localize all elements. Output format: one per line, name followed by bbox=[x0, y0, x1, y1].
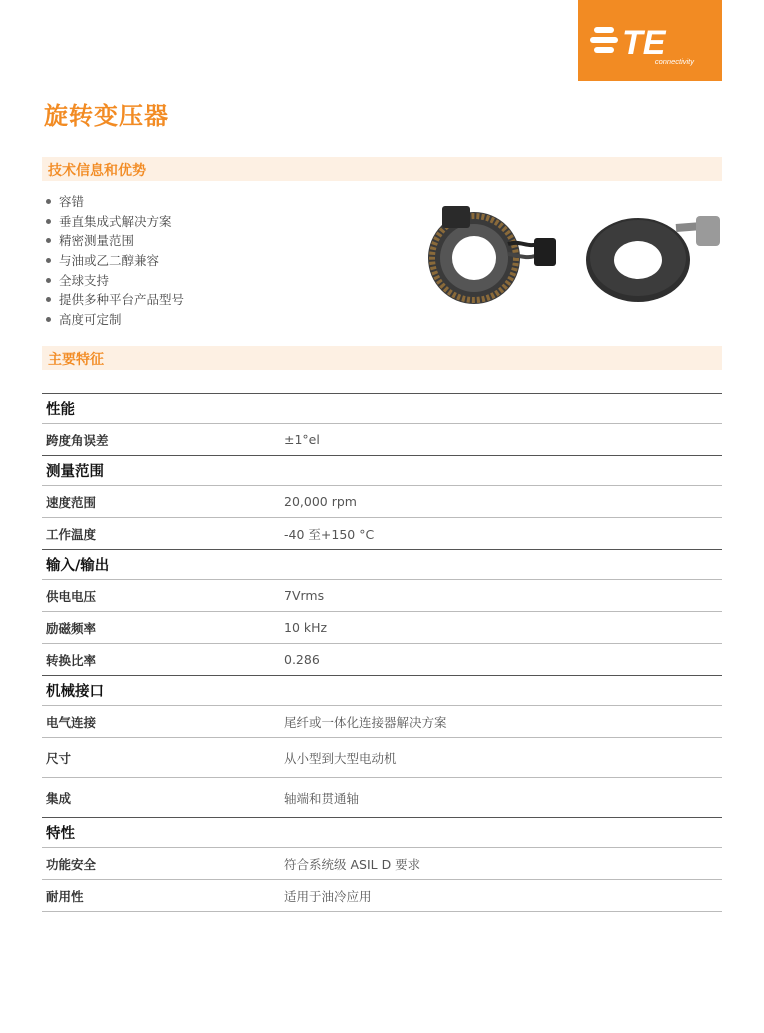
spec-row bbox=[42, 486, 722, 518]
spec-row bbox=[42, 644, 722, 676]
benefit-item: 容错 bbox=[46, 192, 184, 212]
benefit-item: 精密测量范围 bbox=[46, 231, 184, 251]
spec-label: 集成 bbox=[42, 778, 280, 818]
benefit-item: 高度可定制 bbox=[46, 310, 184, 330]
resolver-stator-image bbox=[428, 206, 556, 304]
spec-value: 尾纤或一体化连接器解决方案 bbox=[280, 706, 722, 738]
spec-value: 适用于油冷应用 bbox=[280, 880, 722, 912]
group-measurement bbox=[42, 456, 722, 486]
spec-row bbox=[42, 612, 722, 644]
spec-value: -40 至+150 °C bbox=[280, 518, 722, 550]
spec-row bbox=[42, 848, 722, 880]
resolver-rotor-image bbox=[586, 216, 720, 302]
spec-value: 从小型到大型电动机 bbox=[280, 738, 722, 778]
group-heading: 机械接口 bbox=[42, 676, 722, 706]
group-heading: 性能 bbox=[42, 394, 722, 424]
benefit-item: 与油或乙二醇兼容 bbox=[46, 251, 184, 271]
spec-label: 供电电压 bbox=[42, 580, 280, 612]
group-io bbox=[42, 550, 722, 580]
te-logo bbox=[578, 0, 722, 81]
spec-row bbox=[42, 778, 722, 818]
benefit-item: 全球支持 bbox=[46, 271, 184, 291]
benefit-item: 提供多种平台产品型号 bbox=[46, 290, 184, 310]
spec-value: 10 kHz bbox=[280, 612, 722, 644]
logo-subtext: connectivity bbox=[654, 57, 694, 66]
spec-row bbox=[42, 424, 722, 456]
section-benefits-title: 技术信息和优势 bbox=[48, 163, 146, 179]
spec-label: 耐用性 bbox=[42, 880, 280, 912]
benefit-item: 垂直集成式解决方案 bbox=[46, 212, 184, 232]
spec-value: 符合系统级 ASIL D 要求 bbox=[280, 848, 722, 880]
spec-row bbox=[42, 518, 722, 550]
spec-row bbox=[42, 738, 722, 778]
spec-label: 功能安全 bbox=[42, 848, 280, 880]
spec-value: 0.286 bbox=[280, 644, 722, 676]
spec-label: 速度范围 bbox=[42, 486, 280, 518]
spec-value: 7Vrms bbox=[280, 580, 722, 612]
logo-text: TE bbox=[622, 24, 666, 62]
spec-table bbox=[42, 393, 722, 912]
group-heading: 测量范围 bbox=[42, 456, 722, 486]
group-characteristics bbox=[42, 818, 722, 848]
spec-label: 尺寸 bbox=[42, 738, 280, 778]
section-benefits bbox=[42, 157, 722, 181]
spec-label: 转换比率 bbox=[42, 644, 280, 676]
spec-row bbox=[42, 580, 722, 612]
page-title: 旋转变压器 bbox=[44, 102, 169, 130]
product-images bbox=[420, 200, 722, 316]
spec-label: 跨度角误差 bbox=[42, 424, 280, 456]
spec-value: 20,000 rpm bbox=[280, 486, 722, 518]
spec-row bbox=[42, 880, 722, 912]
group-heading: 输入/输出 bbox=[42, 550, 722, 580]
spec-row bbox=[42, 706, 722, 738]
spec-value: 轴端和贯通轴 bbox=[280, 778, 722, 818]
spec-label: 工作温度 bbox=[42, 518, 280, 550]
spec-value: ±1°el bbox=[280, 424, 722, 456]
section-features bbox=[42, 346, 722, 370]
group-performance bbox=[42, 394, 722, 424]
spec-label: 励磁频率 bbox=[42, 612, 280, 644]
spec-label: 电气连接 bbox=[42, 706, 280, 738]
benefit-list bbox=[46, 192, 184, 330]
group-mechanical bbox=[42, 676, 722, 706]
section-features-title: 主要特征 bbox=[48, 352, 104, 368]
group-heading: 特性 bbox=[42, 818, 722, 848]
